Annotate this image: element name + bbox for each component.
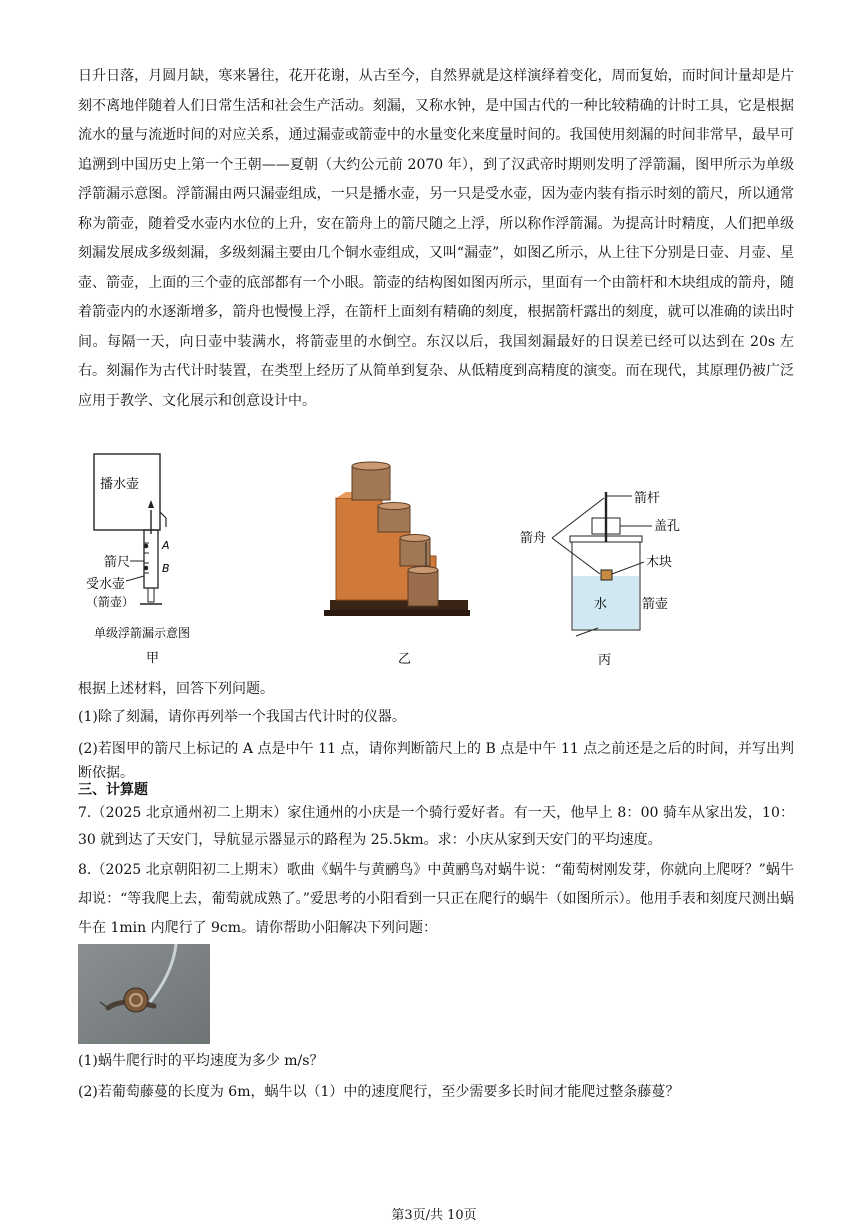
snail-image [78, 944, 210, 1044]
arrow-label: 箭尺 [104, 555, 131, 570]
pot-label: 箭壶 [642, 597, 669, 612]
point-a-label: A [162, 539, 170, 552]
figure-jia-caption: 甲 [146, 651, 160, 666]
point-b-label: B [162, 562, 170, 575]
question8-text: 8.（2025 北京朝阳初二上期末）歌曲《蜗牛与黄鹂鸟》中黄鹂鸟对蜗牛说：“葡萄树刚发芽，你就向上爬呀？”蜗牛却说：“等我爬上去，葡萄就成熟了。”爱思考的小阳看到一只正在爬行的蜗牛（如图所示）。他用手表和刻度尺测出蜗牛在 1min 内爬行了 9cm。请你帮助小阳解决下列问题： [78, 862, 794, 936]
box-label: 播水壶 [100, 477, 140, 492]
question8-part2: (2)若葡萄藤蔓的长度为 6m，蜗牛以（1）中的速度爬行，至少需要多长时间才能爬过整条藤蔓？ [78, 1084, 680, 1100]
boat-label: 箭舟 [520, 531, 547, 546]
receiver-sub-label: （箭壶） [86, 595, 135, 609]
single-stage-clepsydra-diagram [78, 448, 228, 670]
question6-part2: (2)若图甲的箭尺上标记的 A 点是中午 11 点，请你判断箭尺上的 B 点是中午 11 点之前还是之后的时间，并写出判断依据。 [78, 741, 794, 781]
question8-part1: (1)蜗牛爬行时的平均速度为多少 m/s？ [78, 1053, 324, 1069]
snail-photo [78, 944, 210, 1044]
hole-label: 盖孔 [654, 519, 681, 534]
question6-lead: 根据上述材料，回答下列问题。 [78, 681, 274, 697]
question7-text: 7.（2025 北京通州初二上期末）家住通州的小庆是一个骑行爱好者。有一天，他早上 8：00 骑车从家出发，10：30 就到达了天安门，导航显示器显示的路程为 25.5km。求：小庆从家到天安门的平均速度。 [78, 805, 794, 848]
figure-yi [322, 458, 472, 670]
question6-part1: (1)除了刻漏，请你再列举一个我国古代计时的仪器。 [78, 709, 406, 725]
figure-bing-caption: 丙 [598, 653, 612, 668]
water-label: 水 [594, 597, 608, 612]
figure-jia-title: 单级浮箭漏示意图 [94, 626, 191, 640]
multi-stage-clepsydra-photo [322, 458, 472, 670]
section-heading: 三、计算题 [78, 782, 148, 798]
block-label: 木块 [646, 555, 673, 570]
figure-yi-caption: 乙 [398, 652, 412, 667]
figure-jia [78, 448, 228, 670]
figure-bing [520, 478, 700, 670]
intro-paragraph: 日升日落，月圆月缺，寒来暑往，花开花谢，从古至今，自然界就是这样演绎着变化，周而复始，而时间计量却是片刻不离地伴随着人们日常生活和社会生产活动。刻漏，又称水钟，是中国古代的一种比较精确的计时工具，它是根据流水的量与流逝时间的对应关系，通过漏壶或箭壶中的水量变化来度量时间的。我国使用刻漏的时间非常早，最早可追溯到中国历史上第一个王朝——夏朝（大约公元前 2070 年），到了汉武帝时期则发明了浮箭漏，图甲所示为单级浮箭漏示意图。浮箭漏由两只漏壶组成，一只是播水壶，另一只是受水壶，因为壶内装有指示时刻的箭尺，所以通常称为箭壶，随着受水壶内水位的上升，安在箭舟上的箭尺随之上浮，所以称作浮箭漏。为提高计时精度，人们把单级刻漏发展成多级刻漏，多级刻漏主要由几个铜水壶组成，又叫“漏壶”，如图乙所示，从上往下分别是日壶、月壶、星壶、箭壶，上面的三个壶的底部都有一个小眼。箭壶的结构图如图丙所示，里面有一个由箭杆和木块组成的箭舟，随着箭壶内的水逐渐增多，箭舟也慢慢上浮，在箭杆上面刻有精确的刻度，根据箭杆露出的刻度，就可以准确的读出时间。每隔一天，向日壶中装满水，将箭壶里的水倒空。东汉以后，我国刻漏最好的日误差已经可以达到在 20s 左右。刻漏作为古代计时装置，在类型上经历了从简单到复杂、从低精度到高精度的演变。而在现代，其原理仍被广泛应用于教学、文化展示和创意设计中。 [78, 68, 794, 409]
arrow-pot-structure-diagram [520, 478, 700, 670]
page-number: 第3页/共 10页 [391, 1208, 477, 1223]
receiver-label: 受水壶 [86, 577, 126, 592]
rod-label: 箭杆 [634, 491, 661, 506]
